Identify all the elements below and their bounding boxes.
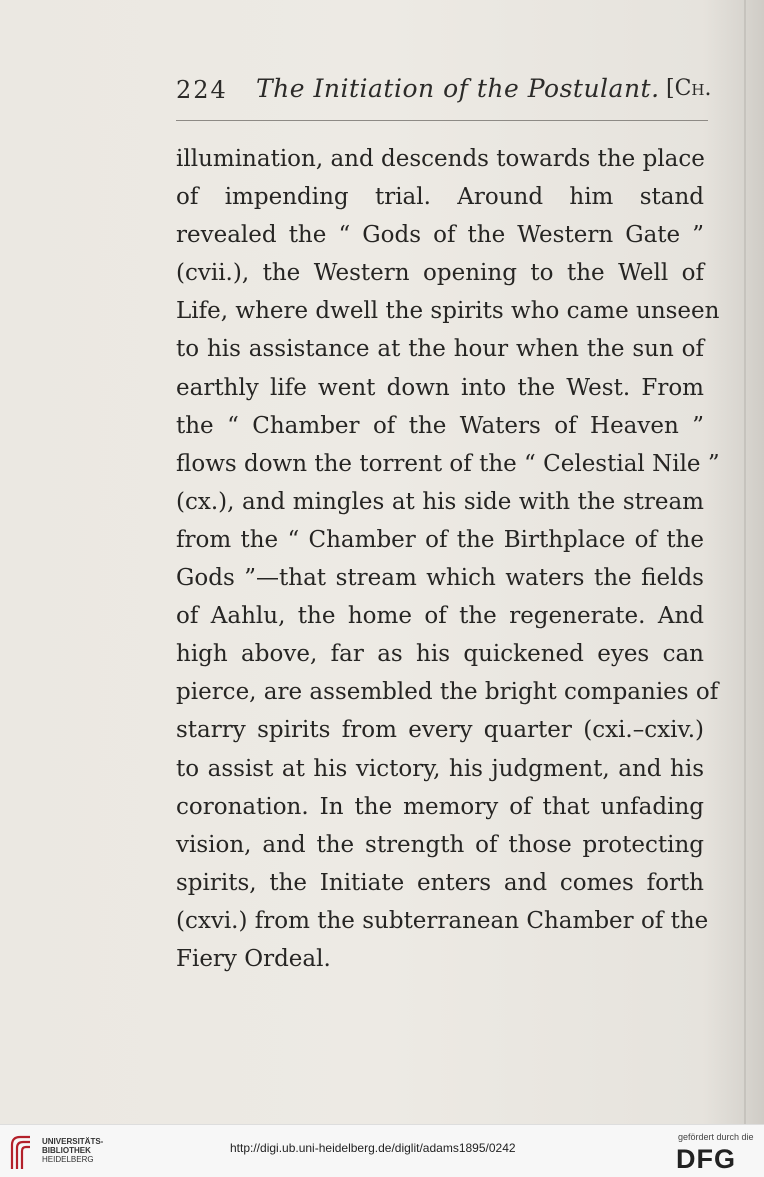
text-line: earthly life went down into the West. From: [176, 374, 704, 401]
library-name-line: BIBLIOTHEK: [42, 1146, 91, 1155]
funder-note: gefördert durch die: [678, 1132, 754, 1142]
text-line: the “ Chamber of the Waters of Heaven ”: [176, 412, 704, 439]
text-line: illumination, and descends towards the place: [176, 146, 705, 172]
page-number: 224: [176, 76, 228, 104]
text-line: to assist at his victory, his judgment, and his: [176, 755, 704, 782]
text-line: (cvii.), the Western opening to the Well of: [176, 260, 704, 287]
page-edge-shadow: [744, 0, 746, 1124]
text-line: to his assistance at the hour when the sun of: [176, 336, 704, 363]
text-line: Gods ”—that stream which waters the fields: [176, 565, 704, 592]
running-head: [176, 76, 710, 112]
text-line: of Aahlu, the home of the regenerate. And: [176, 603, 704, 630]
chapter-mark: [Ch.: [666, 76, 712, 101]
text-line: from the “ Chamber of the Birthplace of the: [176, 526, 704, 553]
text-line: flows down the torrent of the “ Celestial Nile ”: [176, 450, 720, 477]
text-line: revealed the “ Gods of the Western Gate ”: [176, 222, 704, 249]
text-line: starry spirits from every quarter (cxi.–cxiv.): [176, 717, 704, 744]
text-line: Life, where dwell the spirits who came unseen: [176, 298, 720, 325]
library-name-line: HEIDELBERG: [42, 1155, 94, 1164]
text-line: high above, far as his quickened eyes can: [176, 641, 704, 668]
text-line: coronation. In the memory of that unfading: [176, 793, 704, 820]
text-line: pierce, are assembled the bright companies of: [176, 679, 719, 706]
header-rule: [176, 120, 708, 121]
text-line: (cxvi.) from the subterranean Chamber of the: [176, 907, 709, 934]
text-line-last: Fiery Ordeal.: [176, 945, 331, 972]
text-line: spirits, the Initiate enters and comes forth: [176, 869, 704, 896]
text-line: of impending trial. Around him stand: [176, 184, 704, 211]
library-name-line: UNIVERSITÄTS-: [42, 1137, 104, 1146]
body-text: [176, 140, 720, 978]
text-line: (cx.), and mingles at his side with the stream: [176, 488, 704, 515]
viewer-footer: [0, 1124, 764, 1177]
library-name: [42, 1137, 103, 1164]
dfg-logo: DFG: [676, 1144, 736, 1174]
library-logo-icon: [8, 1133, 34, 1171]
text-line: vision, and the strength of those protecting: [176, 831, 704, 858]
running-title: The Initiation of the Postulant.: [256, 74, 660, 103]
permalink-url[interactable]: http://digi.ub.uni-heidelberg.de/diglit/adams1895/0242: [230, 1141, 516, 1155]
